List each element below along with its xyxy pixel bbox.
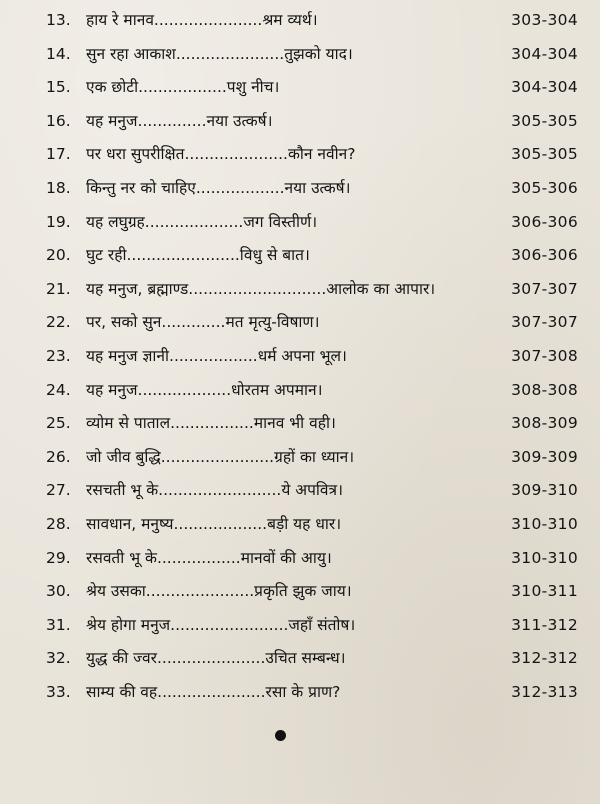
entry-pages: 307-307	[511, 279, 578, 298]
toc-entry	[0, 474, 600, 508]
entry-pages: 310-310	[511, 514, 578, 533]
entry-pages: 304-304	[511, 44, 578, 63]
toc-entry	[0, 374, 600, 408]
entry-number: 31.	[46, 615, 71, 634]
entry-pages: 304-304	[511, 78, 578, 97]
entry-number: 29.	[46, 548, 71, 567]
entry-title: यह मनुज ज्ञानी..................धर्म अपना भूल।	[86, 346, 347, 365]
entry-pages: 312-312	[511, 649, 578, 668]
entry-number: 18.	[46, 178, 71, 197]
toc-entry	[0, 239, 600, 273]
entry-number: 21.	[46, 279, 71, 298]
entry-number: 28.	[46, 514, 71, 533]
entry-pages: 310-310	[511, 548, 578, 567]
toc-entry	[0, 407, 600, 441]
entry-number: 25.	[46, 414, 71, 433]
toc-entry	[0, 172, 600, 206]
toc-entry	[0, 71, 600, 105]
toc-entry	[0, 306, 600, 340]
toc-entry	[0, 508, 600, 542]
entry-number: 33.	[46, 682, 71, 701]
toc-entry	[0, 206, 600, 240]
entry-number: 32.	[46, 649, 71, 668]
bullet-mark	[275, 730, 286, 741]
entry-title: यह लघुग्रह....................जग विस्तीर्ण।	[86, 212, 318, 231]
entry-title: साम्य की वह......................रसा के प्राण?	[86, 682, 341, 701]
entry-title: यह मनुज, ब्रह्माण्ड............................आलोक का आपार।	[86, 279, 436, 298]
entry-pages: 308-308	[511, 380, 578, 399]
entry-pages: 308-309	[511, 414, 578, 433]
entry-pages: 305-305	[511, 145, 578, 164]
toc-entry	[0, 441, 600, 475]
entry-pages: 312-313	[511, 682, 578, 701]
entry-title: श्रेय होगा मनुज........................जहाँ संतोष।	[86, 615, 356, 634]
entry-number: 22.	[46, 313, 71, 332]
entry-number: 27.	[46, 481, 71, 500]
entry-title: जो जीव बुद्धि.......................ग्रहों का ध्यान।	[86, 447, 355, 466]
entry-number: 30.	[46, 582, 71, 601]
entry-pages: 307-308	[511, 346, 578, 365]
entry-number: 24.	[46, 380, 71, 399]
toc-entry	[0, 4, 600, 38]
entry-number: 17.	[46, 145, 71, 164]
toc-entry	[0, 340, 600, 374]
entry-number: 13.	[46, 11, 71, 29]
toc-entry	[0, 609, 600, 643]
toc-entry	[0, 273, 600, 307]
toc-entry	[0, 676, 600, 710]
entry-pages: 303-304	[511, 11, 578, 29]
toc-entry	[0, 105, 600, 139]
entry-title: यह मनुज..............नया उत्कर्ष।	[86, 111, 273, 130]
entry-pages: 306-306	[511, 246, 578, 265]
entry-title: एक छोटी..................पशु नीच।	[86, 78, 280, 97]
entry-title: घुट रही.......................विधु से बात।	[86, 246, 310, 265]
entry-title: सुन रहा आकाश......................तुझको याद।	[86, 44, 353, 63]
entry-number: 15.	[46, 78, 71, 97]
entry-title: युद्ध की ज्वर......................उचित सम्बन्ध।	[86, 649, 346, 668]
toc-entry	[0, 542, 600, 576]
entry-title: रसचती भू के.........................ये अपवित्र।	[86, 481, 343, 500]
entry-pages: 309-309	[511, 447, 578, 466]
entry-pages: 311-312	[511, 615, 578, 634]
entry-title: हाय रे मानव......................श्रम व्यर्थ।	[86, 11, 318, 29]
table-of-contents	[0, 4, 600, 709]
entry-number: 26.	[46, 447, 71, 466]
entry-pages: 307-307	[511, 313, 578, 332]
entry-pages: 310-311	[511, 582, 578, 601]
entry-number: 23.	[46, 346, 71, 365]
toc-entry	[0, 138, 600, 172]
entry-title: पर धरा सुपरीक्षित.....................कौन नवीन?	[86, 145, 356, 164]
entry-number: 20.	[46, 246, 71, 265]
entry-number: 19.	[46, 212, 71, 231]
entry-number: 14.	[46, 44, 71, 63]
entry-title: व्योम से पाताल.................मानव भी वही।	[86, 414, 336, 433]
entry-title: यह मनुज...................धोरतम अपमान।	[86, 380, 323, 399]
entry-pages: 309-310	[511, 481, 578, 500]
entry-pages: 305-306	[511, 178, 578, 197]
entry-pages: 306-306	[511, 212, 578, 231]
entry-title: सावधान, मनुष्य...................बड़ी यह धार।	[86, 514, 342, 533]
toc-entry	[0, 575, 600, 609]
entry-number: 16.	[46, 111, 71, 130]
entry-title: किन्तु नर को चाहिए..................नया उत्कर्ष।	[86, 178, 351, 197]
toc-entry	[0, 642, 600, 676]
toc-entry	[0, 38, 600, 72]
entry-pages: 305-305	[511, 111, 578, 130]
entry-title: पर, सको सुन.............मत मृत्यु-विषाण।	[86, 313, 320, 332]
entry-title: रसवती भू के.................मानवों की आयु।	[86, 548, 332, 567]
entry-title: श्रेय उसका......................प्रकृति झुक जाय।	[86, 582, 352, 601]
